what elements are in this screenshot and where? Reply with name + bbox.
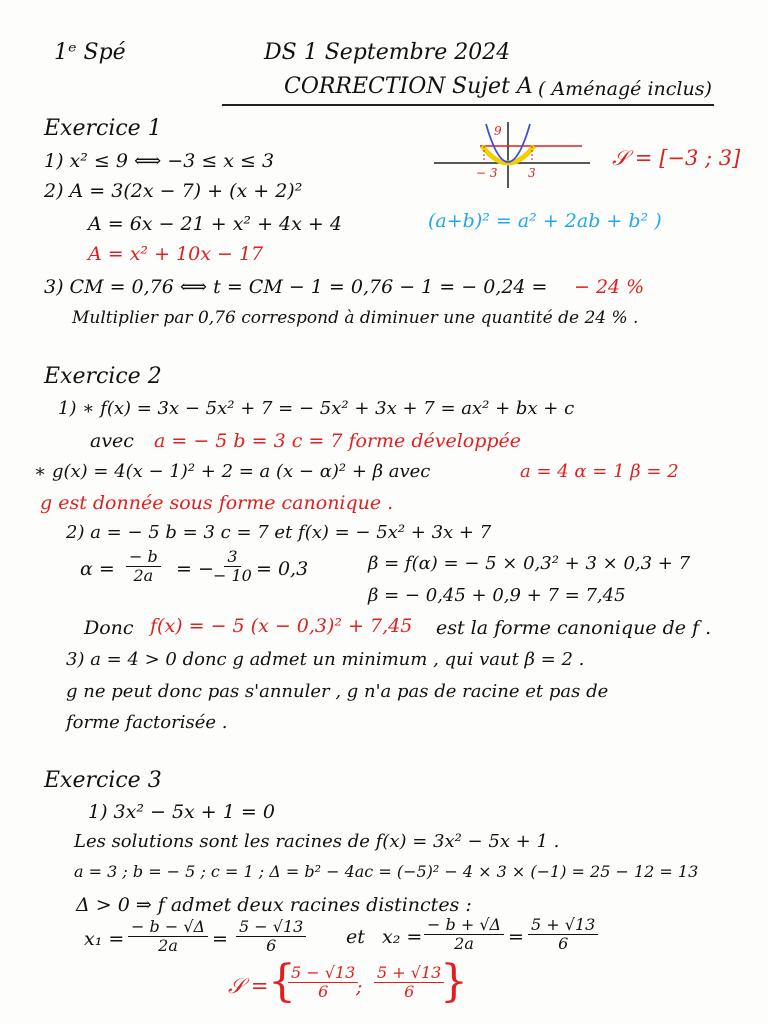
f-canonical-form: f(x) = − 5 (x − 0,3)² + 7,45 [150,615,413,637]
exercise-3-title: Exercice 3 [44,768,162,793]
alpha-mid: = − [176,558,214,580]
exercise-1-title: Exercice 1 [44,116,162,141]
ex2-coefficients: a = − 5 b = 3 c = 7 forme développée [154,430,522,452]
graph-label-9: 9 [494,124,502,138]
alpha-result: = 0,3 [256,558,309,580]
title-underline [222,104,714,106]
alpha-fraction [126,548,161,586]
graph-label-minus-3: − 3 [476,166,498,180]
ex2-g-canonical: g est donnée sous forme canonique . [40,492,394,514]
x1-fraction-num: − b − √Δ [128,918,208,937]
x1-value-num: 5 − √13 [236,918,306,937]
subject-label: Sujet A [452,74,533,99]
parabola-graph [432,118,592,190]
ex3-line-1: 1) 3x² − 5x + 1 = 0 [88,801,275,823]
x1-fraction [128,918,208,956]
ex3-line-4: Δ > 0 ⇒ f admet deux racines distinctes : [76,894,472,916]
solution-1-den: 6 [318,982,329,1002]
alpha-fraction-2-num: 3 [224,548,240,567]
correction-label: CORRECTION [284,74,446,99]
ex2-avec: avec [90,430,134,452]
solution-2-num: 5 + √13 [374,964,444,983]
ex3-line-3: a = 3 ; b = − 5 ; c = 1 ; Δ = b² − 4ac = (−5)² − 4 × 3 × (−1) = 25 − 12 = 13 [74,862,699,881]
identity-formula: (a+b)² = a² + 2ab + b² ) [428,210,662,232]
ex1-line-2a: 2) A = 3(2x − 7) + (x + 2)² [44,180,303,202]
solution-left-brace: { [268,956,296,1007]
ex1-answer-A: A = x² + 10x − 17 [88,243,264,265]
x1-value-den: 6 [266,936,277,956]
solution-2 [374,964,444,1002]
alpha-fraction-2-den: − 10 [213,566,252,586]
solution-right-brace: } [440,956,468,1007]
ex2-line-2: 2) a = − 5 b = 3 c = 7 et f(x) = − 5x² + 3x + 7 [66,522,492,543]
graph-label-3: 3 [528,166,536,180]
alpha-fraction-2 [210,548,255,586]
x1-fraction-den: 2a [158,936,178,956]
ex1-line-3b: Multiplier par 0,76 correspond à diminuer une quantité de 24 % . [72,308,639,328]
level-label: 1ᵉ Spé [54,40,126,65]
ex1-line-2b: A = 6x − 21 + x² + 4x + 4 [88,213,342,235]
x2-value-den: 6 [558,934,569,954]
donc-conclusion: est la forme canonique de f . [436,617,712,639]
ex2-line-3a: 3) a = 4 > 0 donc g admet un minimum , qui vaut β = 2 . [66,649,585,670]
ex1-line-1: 1) x² ≤ 9 ⟺ −3 ≤ x ≤ 3 [44,150,275,172]
x2-value-num: 5 + √13 [528,916,598,935]
ex2-line-3b: g ne peut donc pas s'annuler , g n'a pas de racine et pas de [66,681,609,702]
solution-separator: ; [356,976,363,998]
ex2-line-g: ∗ g(x) = 4(x − 1)² + 2 = a (x − α)² + β avec [34,461,431,482]
solution-1 [288,964,358,1002]
x2-fraction-den: 2a [454,934,474,954]
beta-line-2: β = − 0,45 + 0,9 + 7 = 7,45 [368,585,626,606]
x1-equals: = [212,928,228,950]
ex3-solution-label: 𝒮 = [228,974,269,998]
donc-label: Donc [84,617,134,639]
alpha-fraction-num: − b [126,548,161,567]
beta-line-1: β = f(α) = − 5 × 0,3² + 3 × 0,3 + 7 [368,553,691,574]
et-label: et [346,926,365,948]
exercise-2-title: Exercice 2 [44,364,162,389]
ex1-solution-set: 𝒮 = [−3 ; 3] [612,146,741,170]
solution-2-den: 6 [404,982,415,1002]
ex1-answer-rate: − 24 % [574,276,645,298]
alpha-fraction-den: 2a [133,566,154,586]
alpha-lhs: α = [80,558,115,580]
x2-fraction [424,916,504,954]
x1-lhs: x₁ = [84,928,125,950]
x1-value [236,918,306,956]
x2-lhs: x₂ = [382,926,423,948]
ex2-line-3c: forme factorisée . [66,712,228,733]
ex3-line-2: Les solutions sont les racines de f(x) = 3x² − 5x + 1 . [74,831,560,852]
subject-note: ( Aménagé inclus) [538,78,712,100]
ex2-line-1: 1) ∗ f(x) = 3x − 5x² + 7 = − 5x² + 3x + 7 = ax² + bx + c [58,398,575,419]
x2-equals: = [508,926,524,948]
ex1-line-3a: 3) CM = 0,76 ⟺ t = CM − 1 = 0,76 − 1 = − 0,24 = [44,276,548,298]
solution-1-num: 5 − √13 [288,964,358,983]
x2-fraction-num: − b + √Δ [424,916,504,935]
page-title: DS 1 Septembre 2024 [264,40,511,65]
ex2-g-params: a = 4 α = 1 β = 2 [520,461,679,482]
x2-value [528,916,598,954]
